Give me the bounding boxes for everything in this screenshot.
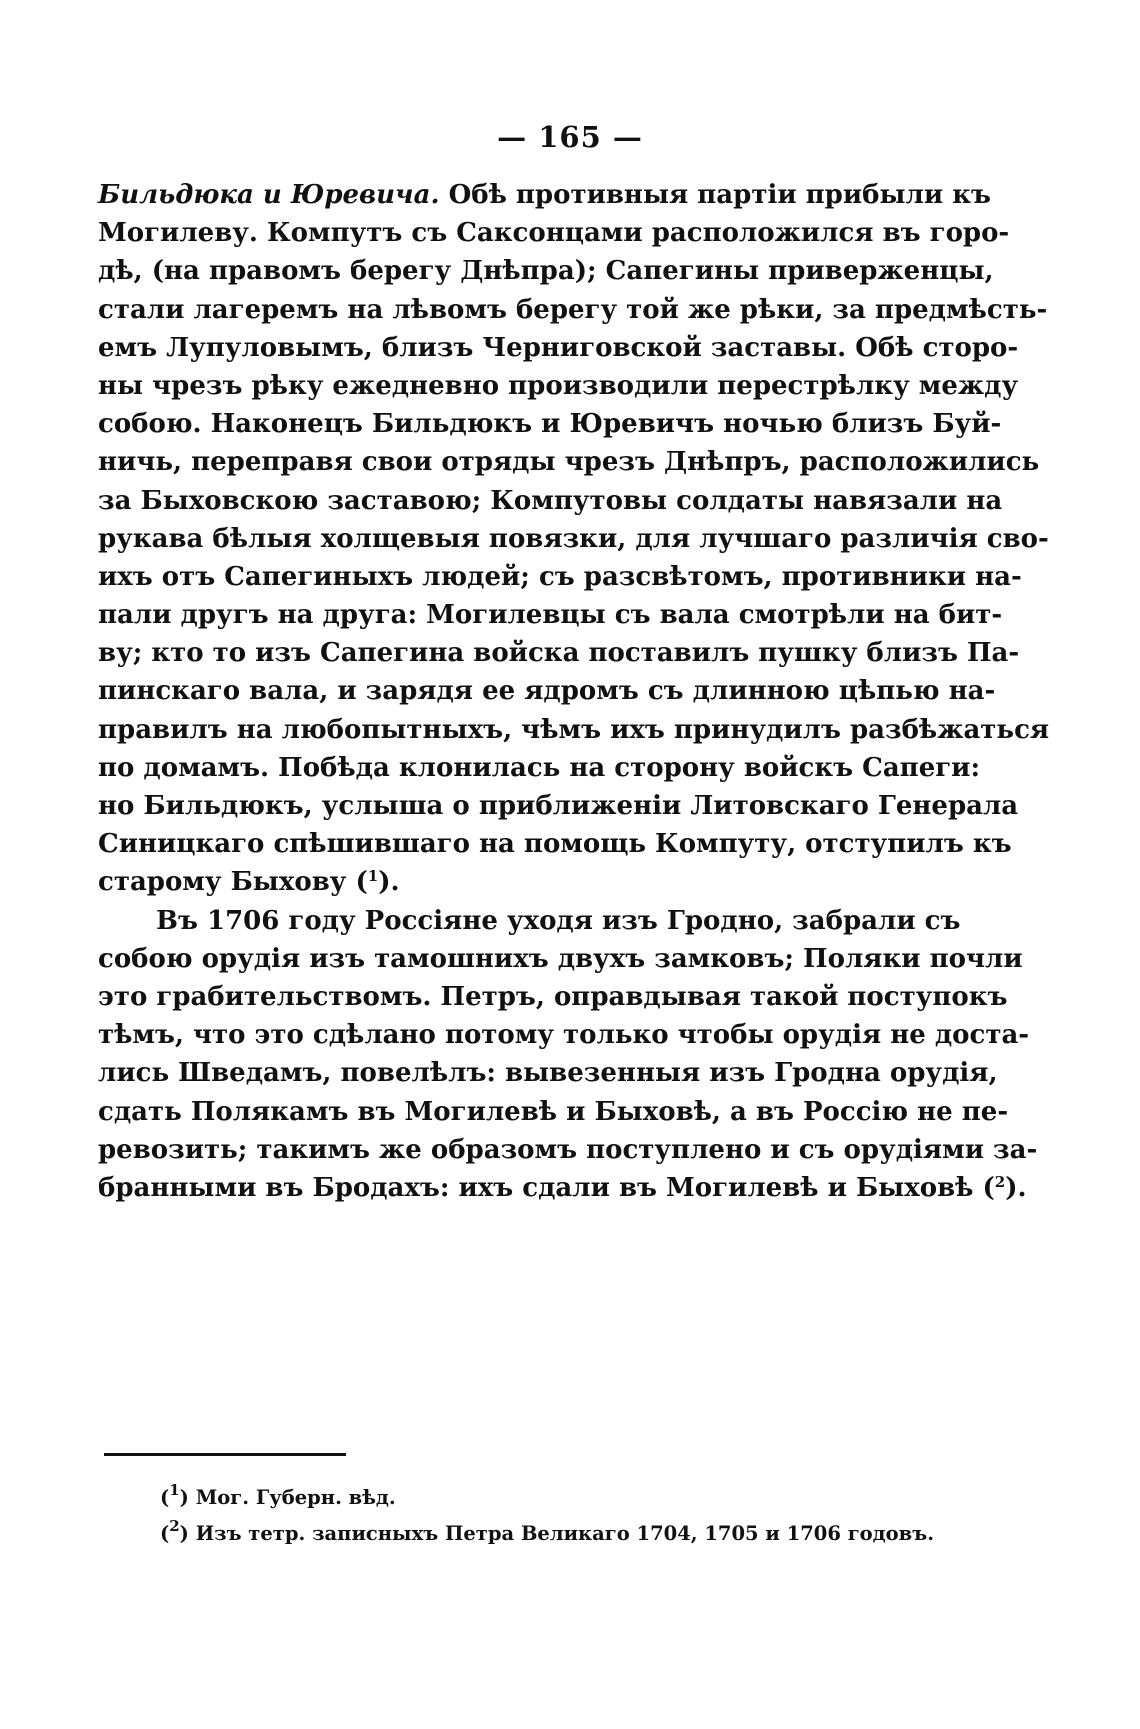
footnote-ref-2[interactable]: 2 [994,1172,1006,1191]
text-line: пинскаго вала, и зарядя ее ядромъ съ длинною цѣпью на- [98,676,996,707]
line-text-after: ). [1005,1172,1027,1203]
text-line: ничь, переправя свои отряды чрезъ Днѣпръ, расположились [98,447,1040,478]
footnote-text: Изъ тетр. записныхъ Петра Великаго 1704, 1705 и 1706 годовъ. [188,1522,934,1545]
text-line: стали лагеремъ на лѣвомъ берегу той же рѣки, за предмѣсть- [98,294,1048,325]
footnote-mark: 2 [169,1517,180,1535]
body-text [98,176,1050,1207]
footnotes [160,1480,960,1552]
text-line: это грабительствомъ. Петръ, оправдывая такой поступокъ [98,981,1008,1012]
text-line: ревозить; такимъ же образомъ поступлено и съ орудіями за- [98,1134,1038,1165]
text-line [98,1169,1027,1207]
text-line: рукава бѣлыя холщевыя повязки, для лучшаго различія сво- [98,523,1049,554]
text-line: лись Шведамъ, повелѣлъ: вывезенныя изъ Гродна орудія, [98,1058,998,1089]
page-number: — 165 — [497,120,643,154]
footnote-divider [104,1453,346,1456]
line-text: бранными въ Бродахъ: ихъ сдали въ Могилевѣ и Быховѣ ( [98,1172,995,1203]
footnote-text: Мог. Губерн. вѣд. [188,1486,396,1509]
text-line: Синицкаго спѣшившаго на помощь Компуту, отступилъ къ [98,829,1012,860]
text-line: правилъ на любопытныхъ, чѣмъ ихъ принудилъ разбѣжаться [98,714,1050,745]
text-line: ву; кто то изъ Сапегина войска поставилъ пушку близъ Па- [98,638,1020,669]
text-line: но Бильдюкъ, услыша о приближеніи Литовскаго Генерала [98,791,1019,821]
footnote-2: ($^2$) Изъ тетр. записныхъ Петра Великаго 1704, 1705 и 1706 годовъ. [160,1517,934,1545]
text-line: сдать Полякамъ въ Могилевѣ и Быховѣ, а въ Россію не пе- [98,1096,1009,1127]
text-line-indented: Въ 1706 году Россіяне уходя изъ Гродно, забрали съ [156,905,961,936]
italic-names: Бильдюка и Юревича. [98,180,440,210]
text-line [98,176,991,214]
text-line [98,863,946,901]
footnote-1: ($^1$) Мог. Губерн. вѣд. [160,1481,396,1509]
line-text-after: ). [378,867,400,898]
text-line: ны чрезъ рѣку ежедневно производили перестрѣлку между [98,370,1019,401]
text-line: по домамъ. Побѣда клонилась на сторону войскъ Сапеги: [98,752,981,783]
text-line: пали другъ на друга: Могилевцы съ вала смотрѣли на бит- [98,600,1003,631]
line-text: старому Быхову ( [98,867,368,898]
text-line: емъ Лупуловымъ, близъ Черниговской заставы. Обѣ сторо- [98,332,1019,363]
text-line: ихъ отъ Сапегиныхъ людей; съ разсвѣтомъ, противники на- [98,561,1022,592]
footnote-mark: 1 [169,1481,180,1499]
text-line: Могилеву. Компутъ съ Саксонцами расположился въ горо- [98,218,1010,249]
text-line: дѣ, (на правомъ берегу Днѣпра); Сапегины приверженцы, [98,256,994,287]
text-line: за Быховскою заставою; Компутовы солдаты навязали на [98,485,1003,516]
text-line: собою. Наконецъ Бильдюкъ и Юревичъ ночью близъ Буй- [98,409,1002,440]
text-line: тѣмъ, что это сдѣлано потому только чтобы орудія не доста- [98,1020,1030,1051]
line-text: Обѣ противныя партіи прибыли къ [439,180,991,210]
footnote-ref-1[interactable]: 1 [367,867,379,886]
text-line: собою орудія изъ тамошнихъ двухъ замковъ; Поляки почли [98,943,1023,974]
